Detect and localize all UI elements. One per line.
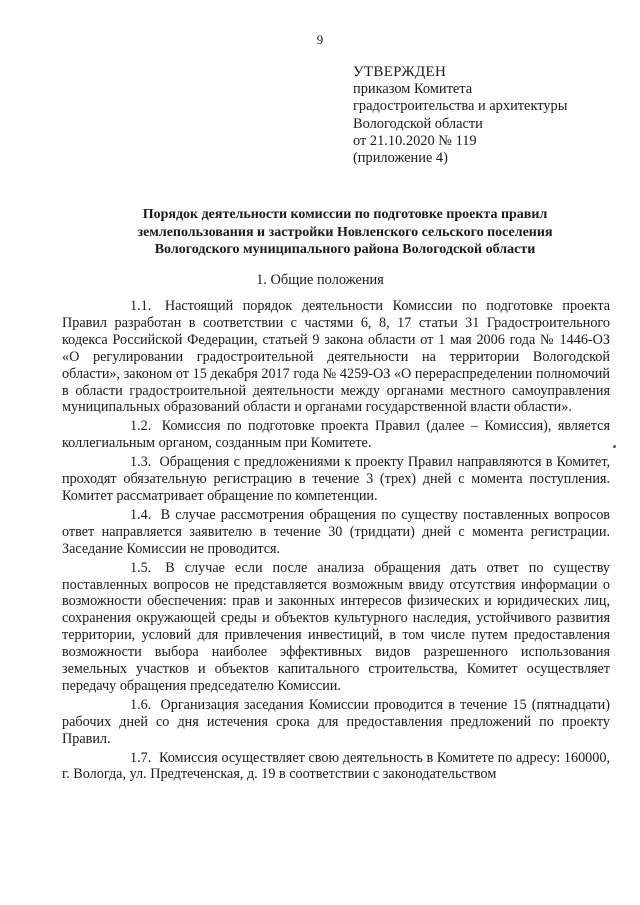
document-body [62,298,610,785]
approval-line: Вологодской области [353,115,483,132]
paragraph-number: 1.7. [130,749,152,766]
approval-line: приказом Комитета [353,81,473,98]
paragraph-1-3 [62,454,610,505]
paragraph-1-5 [62,560,610,695]
paragraph-text: Организация заседания Комиссии проводится в течение 15 (пятнадцати) рабочих дней со дня истечения срока для предоставления предложений по проекту Правил. [62,696,610,747]
document-title-line: Вологодского муниципального района Вологодской области [154,242,536,257]
page-number: 9 [316,32,324,47]
paragraph-number: 1.5. [130,559,152,576]
paragraph-number: 1.4. [130,506,152,523]
section-heading: 1. Общие положения [256,272,384,288]
paragraph-number: 1.1. [130,298,152,314]
approval-block [353,64,567,167]
approval-title: УТВЕРЖДЕН [353,64,447,80]
paragraph-number: 1.6. [130,696,152,713]
paragraph-text: Комиссия осуществляет свою деятельность в Комитете по адресу: 160000, г. Вологда, ул. Предтеченская, д. 19 в соответствии с законодательством [62,749,611,783]
paragraph-1-2 [62,418,610,452]
paragraph-text: В случае рассмотрения обращения по существу поставленных вопросов ответ направляется заявителю в течение 30 (тридцати) дней с момента регистрации. Заседание Комиссии не проводится. [62,506,611,557]
paragraph-1-4 [62,507,610,558]
document-title-line: землепользования и застройки Новленского сельского поселения [137,224,553,240]
approval-line: от 21.10.2020 № 119 [353,132,477,149]
document-title-line: Порядок деятельности комиссии по подготовке проекта правил [142,207,548,222]
paragraph-text: Настоящий порядок деятельности Комиссии по подготовке проекта Правил разработан в соответствии с частями 6, 8, 17 статьи 31 Градостроительного кодекса Российской Федерации, статьей 9 закона области от 1 мая 2006 года № 1446-ОЗ «О регулировании градостроительной деятельности на территории Вологодской области», законом от 15 декабря 2017 года № 4259-ОЗ «О перераспределении полномочий в области градостроительной деятельности между органами местного самоуправления муниципальных образований области и органами государственной власти области». [62,298,610,416]
paragraph-text: В случае если после анализа обращения дать ответ по существу поставленных вопросов не представляется возможным ввиду отсутствия информации о возможности обеспечения: прав и законных интересов физических и юридических лиц, сохранения окружающей среды и объектов культурного наследия, устойчивого развития территории, условий для привлечения инвестиций, в том числе путем предоставления возможности выбора наиболее эффективных видов разрешенного использования земельных участков и объектов капитального строительства, Комитет осуществляет передачу обращения председателю Комиссии. [62,559,611,694]
paragraph-text: Обращения с предложениями к проекту Правил направляются в Комитет, проходят обязательную регистрацию в течение 3 (трех) дней с момента поступления. Комитет рассматривает обращение по компетенции. [62,454,611,504]
scan-speck [613,445,616,448]
paragraph-number: 1.3. [130,454,152,471]
paragraph-1-1 [62,298,610,416]
approval-line: (приложение 4) [353,150,448,167]
document-title [60,206,630,259]
approval-line: градостроительства и архитектуры [353,98,568,115]
paragraph-number: 1.2. [130,418,152,435]
paragraph-1-6 [62,697,610,748]
paragraph-text: Комиссия по подготовке проекта Правил (далее – Комиссия), является коллегиальным органом, созданным при Комитете. [62,418,610,452]
paragraph-1-7 [62,750,610,784]
